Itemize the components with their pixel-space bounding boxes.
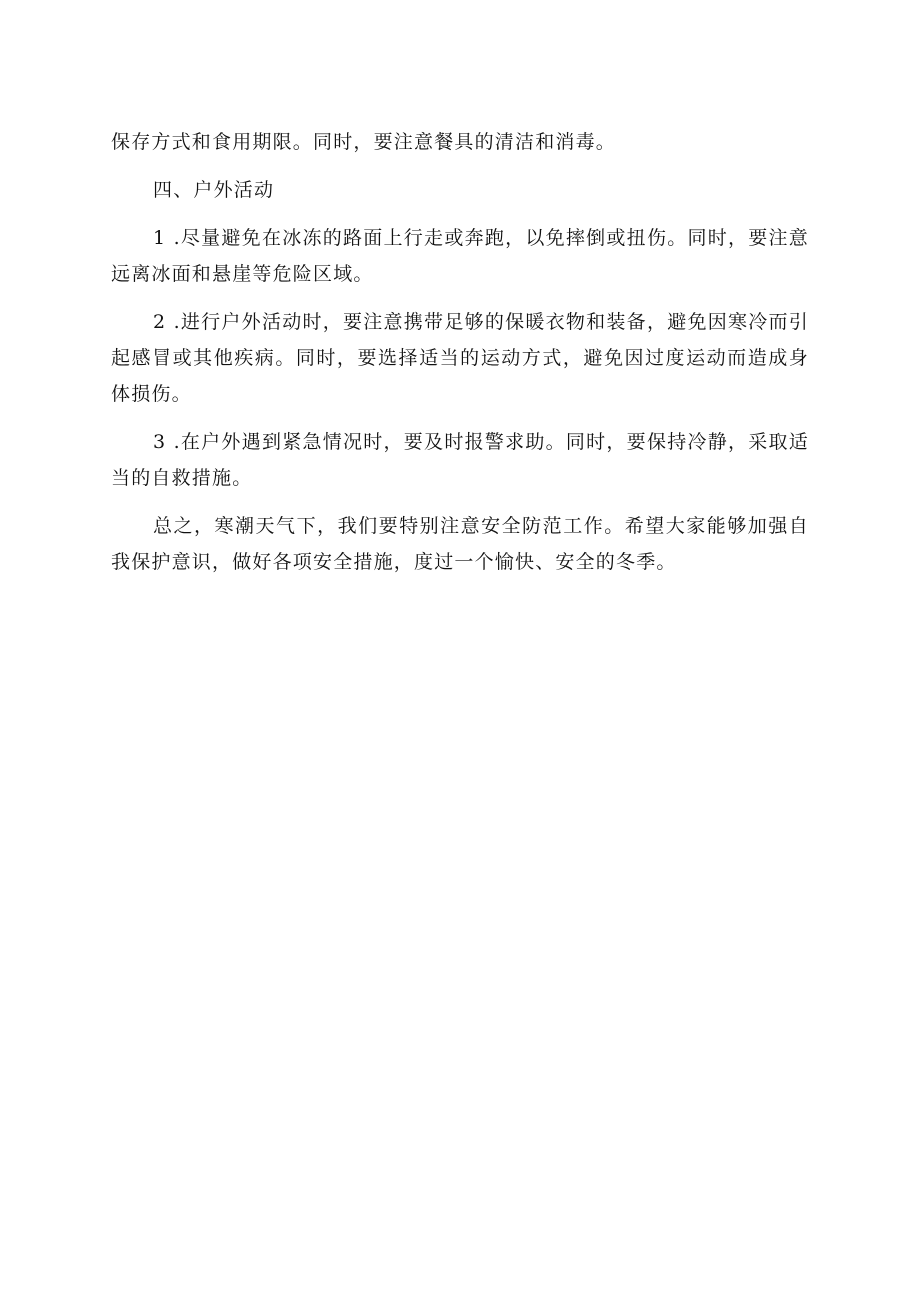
paragraph-continuation: 保存方式和食用期限。同时，要注意餐具的清洁和消毒。 <box>111 131 617 153</box>
list-item-2: 2 .进行户外活动时，要注意携带足够的保暖衣物和装备，避免因寒冷而引起感冒或其他疾病。同时，要选择适当的运动方式，避免因过度运动而造成身体损伤。 <box>111 311 809 405</box>
conclusion-paragraph: 总之，寒潮天气下，我们要特别注意安全防范工作。希望大家能够加强自我保护意识，做好各项安全措施，度过一个愉快、安全的冬季。 <box>111 515 809 573</box>
list-item-3: 3 .在户外遇到紧急情况时，要及时报警求助。同时，要保持冷静，采取适当的自救措施。 <box>111 431 809 489</box>
section-heading-outdoor-activities: 四、户外活动 <box>153 179 275 201</box>
list-item-1: 1 .尽量避免在冰冻的路面上行走或奔跑，以免摔倒或扭伤。同时，要注意远离冰面和悬崖等危险区域。 <box>111 227 809 285</box>
document-body <box>111 124 809 580</box>
